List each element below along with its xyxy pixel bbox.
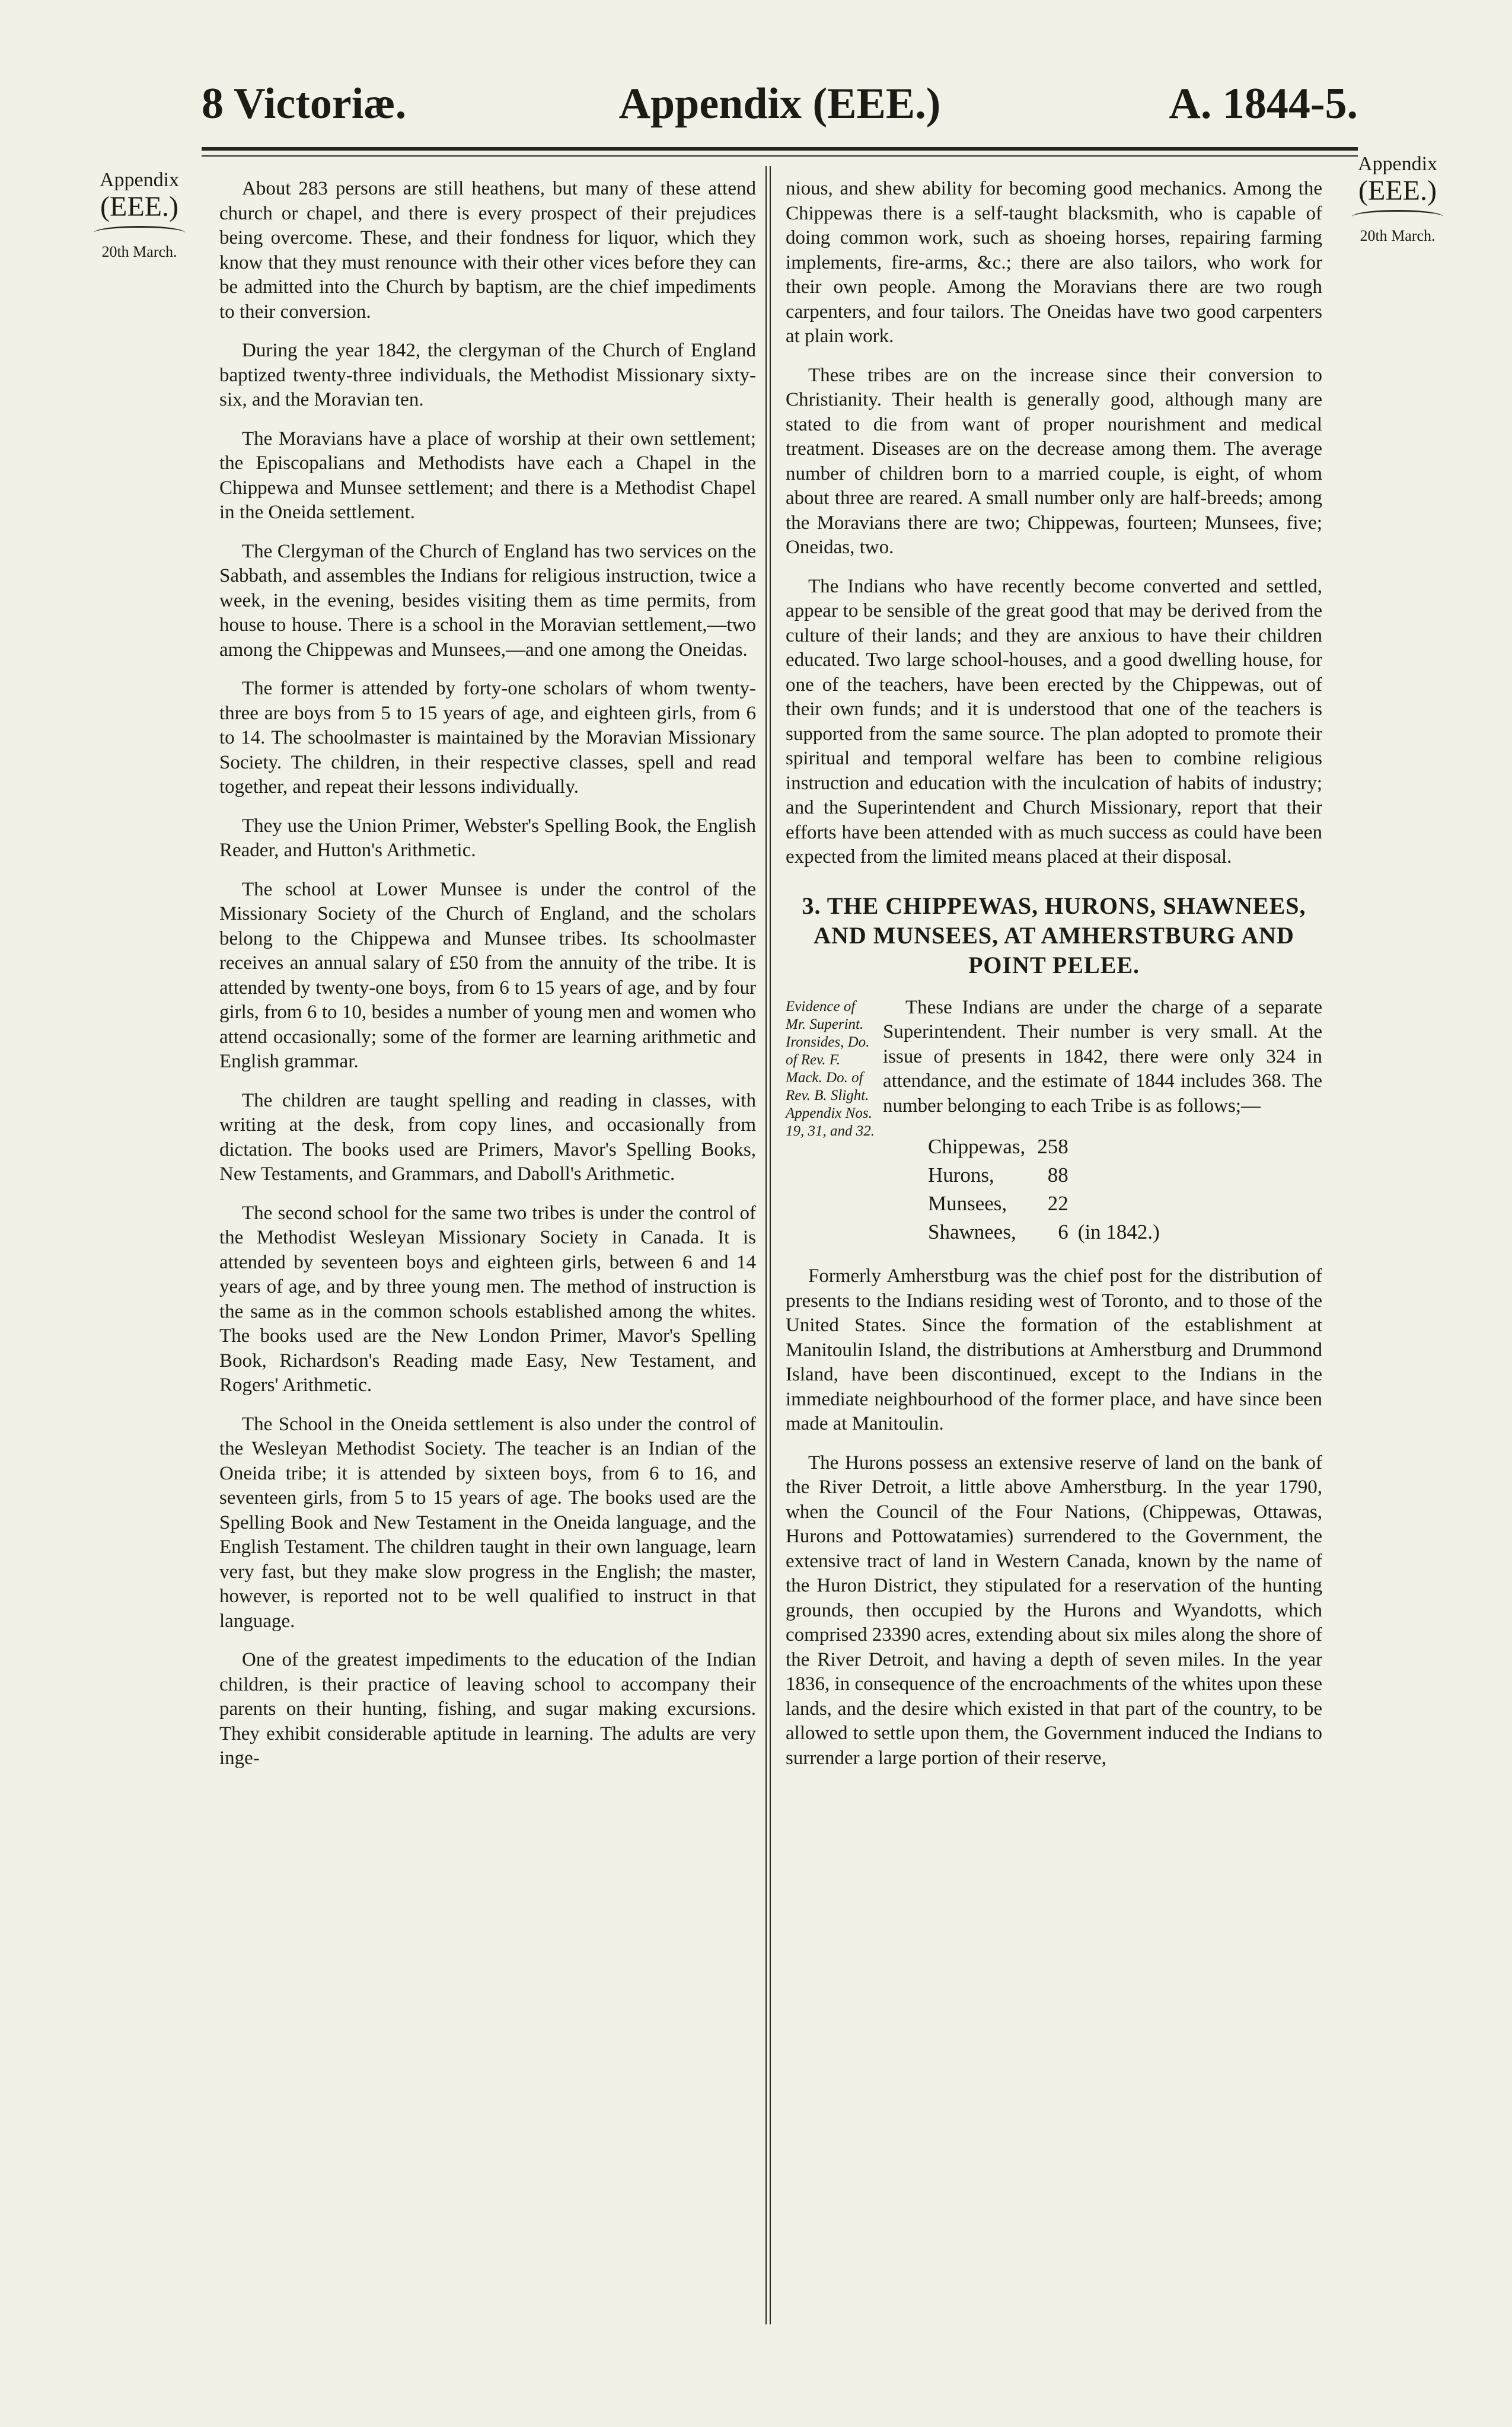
paragraph: About 283 persons are still heathens, but many of these attend church or chapel, and there is every prospect of their prejudices being overcome. These, and their fondness for liquor, which they know that they must renounce with their other vices before they can be admitted into the Church by baptism, are the chief impediments to their conversion. <box>219 178 756 323</box>
margin-right-code: (EEE.) <box>1358 175 1437 206</box>
page-header <box>202 71 1358 142</box>
tribe-name: Hurons, <box>928 1163 994 1187</box>
margin-left-appendix: Appendix <box>99 169 180 191</box>
table-row <box>928 1218 1172 1246</box>
tribe-name: Munsees, <box>928 1192 1007 1215</box>
paragraph: The School in the Oneida settlement is also under the control of the Wesleyan Methodist Society. The teacher is an Indian of the Oneida tribe; it is attended by sixteen boys, from 6 to 16, and seventeen girls, from 5 to 15 years of age. The books used are the Spelling Book and New Testament in the Oneida language, and the English Testament. The children taught in their own language, learn very fast, but they make slow progress in the English; the master, however, is reported not to be well qualified to instruct in that language. <box>219 1413 756 1632</box>
tribe-note: (in 1842.) <box>1077 1220 1160 1243</box>
paragraph: The Moravians have a place of worship at their own settlement; the Episcopalians and Methodists have each a Chapel in the Chippewa and Munsee settlement; and there is a Methodist Chapel in the Oneida settlement. <box>219 428 756 523</box>
paragraph: nious, and shew ability for becoming good mechanics. Among the Chippewas there is a self-taught blacksmith, who is capable of doing common work, such as shoeing horses, repairing farming implements, fire-arms, &c.; there are also tailors, who work for their own people. Among the Moravians there are two rough carpenters, and four tailors. The Oneidas have two good carpenters at plain work. <box>786 178 1322 347</box>
margin-left-brace <box>94 226 185 240</box>
section-title: 3. THE CHIPPEWAS, HURONS, SHAWNEES, AND MUNSEES, AT AMHERSTBURG AND POINT PELEE. <box>802 892 1306 978</box>
evidence-block <box>786 996 1322 1139</box>
paragraph: The school at Lower Munsee is under the control of the Missionary Society of the Church of England, and the scholars belong to the Chippewa and Munsee tribes. Its schoolmaster receives an annual salary of £50 from the annuity of the tribe. It is attended by twenty-one boys, from 6 to 15 years of age, and by four girls, from 6 to 10, besides a number of young men and women who attend occasionally; some of the former are learning arithmetic and English grammar. <box>219 878 756 1072</box>
paragraph: The second school for the same two tribes is under the control of the Methodist Wesleyan Missionary Society in Canada. It is attended by seventeen boys and eighteen girls, between 6 and 14 years of age, and by three young men. The method of instruction is the same as in the common schools established among the whites. The books used are the New London Primer, Mavor's Spelling Book, Richardson's Reading made Easy, New Testament, and Rogers' Arithmetic. <box>219 1202 756 1396</box>
margin-right-brace <box>1352 210 1443 224</box>
tribe-count: 6 <box>1058 1220 1068 1243</box>
paragraph: The Clergyman of the Church of England has two services on the Sabbath, and assembles the Indians for religious instruction, twice a week, in the evening, besides visiting them as time permits, from house to house. There is a school in the Moravian settlement,—two among the Chippewas and Munsees,—and one among the Oneidas. <box>219 540 756 661</box>
table-row <box>928 1189 1172 1218</box>
tribe-name: Chippewas, <box>928 1135 1026 1158</box>
table-row <box>928 1133 1172 1161</box>
tribe-count: 22 <box>1047 1192 1068 1215</box>
header-year: A. 1844-5. <box>1169 79 1358 128</box>
tribe-note <box>1078 1133 1172 1161</box>
margin-left-date: 20th March. <box>101 243 177 260</box>
header-appendix: Appendix (EEE.) <box>618 79 941 128</box>
paragraph: These Indians are under the charge of a separate Superintendent. Their number is very small. At the issue of presents in 1842, there were only 324 in attendance, and the estimate of 1844 includes 368. The number belonging to each Tribe is as follows;— <box>883 996 1322 1117</box>
paragraph: The former is attended by forty-one scholars of whom twenty-three are boys from 5 to 15 years of age, and eighteen girls, from 6 to 14. The schoolmaster is maintained by the Moravian Missionary Society. The children, in their respective classes, spell and read together, and repeat their lessons individually. <box>219 678 756 798</box>
paragraph: These tribes are on the increase since their conversion to Christianity. Their health is generally good, although many are stated to die from want of proper nourishment and medical treatment. Diseases are on the decrease among them. The average number of children born to a married couple, is eight, of whom about three are reared. A small number only are half-breeds; among the Moravians there are two; Chippewas, fourteen; Munsees, five; Oneidas, two. <box>786 364 1322 558</box>
header-rule-thick <box>202 147 1358 151</box>
paragraph: Formerly Amherstburg was the chief post for the distribution of presents to the Indians residing west of Toronto, and to those of the United States. Since the formation of the establishment at Manitoulin Island, the distributions at Amherstburg and Drummond Island, have been discontinued, except to the Indians in the immediate neighbourhood of the former place, and have since been made at Manitoulin. <box>786 1265 1322 1434</box>
tribe-count: 88 <box>1047 1163 1068 1187</box>
tribe-count-table <box>928 1133 1172 1246</box>
tribe-note <box>1078 1161 1172 1189</box>
paragraph: During the year 1842, the clergyman of the Church of England baptized twenty-three individuals, the Methodist Missionary sixty-six, and the Moravian ten. <box>219 340 756 410</box>
left-column <box>219 177 756 1785</box>
right-column <box>786 177 1322 1785</box>
tribe-note <box>1078 1189 1172 1218</box>
column-divider <box>765 166 771 2324</box>
evidence-side-note: Evidence of Mr. Superint. Ironsides, Do. of Rev. F. Mack. Do. of Rev. B. Slight. Appendix Nos. 19, 31, and 32. <box>786 998 875 1139</box>
margin-note-right <box>1347 153 1448 247</box>
header-session: 8 Victoriæ. <box>202 79 407 128</box>
tribe-name: Shawnees, <box>928 1220 1016 1243</box>
paragraph: They use the Union Primer, Webster's Spelling Book, the English Reader, and Hutton's Arithmetic. <box>219 815 756 861</box>
paragraph: The Hurons possess an extensive reserve of land on the bank of the River Detroit, a little above Amherstburg. In the year 1790, when the Council of the Four Nations, (Chippewas, Ottawas, Hurons and Pottowatamies) surrendered to the Government, the extensive tract of land in Western Canada, known by the name of the Huron District, they stipulated for a reservation of the hunting grounds, then occupied by the Hurons and Wyandotts, which comprised 23390 acres, extending about six miles along the shore of the River Detroit, and having a depth of seven miles. In the year 1836, in consequence of the encroachments of the whites upon these lands, and the desire which existed in that part of the country, to be allowed to settle upon them, the Government induced the Indians to surrender a large portion of their reserve, <box>786 1452 1322 1769</box>
paragraph: One of the greatest impediments to the education of the Indian children, is their practice of leaving school to accompany their parents on their hunting, fishing, and sugar making excursions. They exhibit considerable aptitude in learning. The adults are very inge- <box>219 1649 756 1769</box>
tribe-count: 258 <box>1037 1135 1068 1158</box>
margin-right-date: 20th March. <box>1360 227 1436 244</box>
margin-left-code: (EEE.) <box>100 191 178 222</box>
paragraph: The Indians who have recently become converted and settled, appear to be sensible of the great good that may be derived from the culture of their lands; and they are anxious to have their children educated. Two large school-houses, and a good dwelling house, for one of the teachers, have been erected by the Chippewas, out of their own funds; and it is understood that one of the teachers is supported from the same source. The plan adopted to promote their spiritual and temporal welfare has been to combine religious instruction and education with the inculcation of habits of industry; and the Superintendent and Church Missionary, report that their efforts have been attended with as much success as could have been expected from the limited means placed at their disposal. <box>786 575 1322 868</box>
table-row <box>928 1161 1172 1189</box>
header-rule-thin <box>202 155 1358 157</box>
margin-note-left <box>89 169 190 263</box>
margin-right-appendix: Appendix <box>1357 153 1438 175</box>
paragraph: The children are taught spelling and reading in classes, with writing at the desk, from copy lines, and occasionally from dictation. The books used are Primers, Mavor's Spelling Books, New Testaments, and Grammars, and Daboll's Arithmetic. <box>219 1089 756 1185</box>
